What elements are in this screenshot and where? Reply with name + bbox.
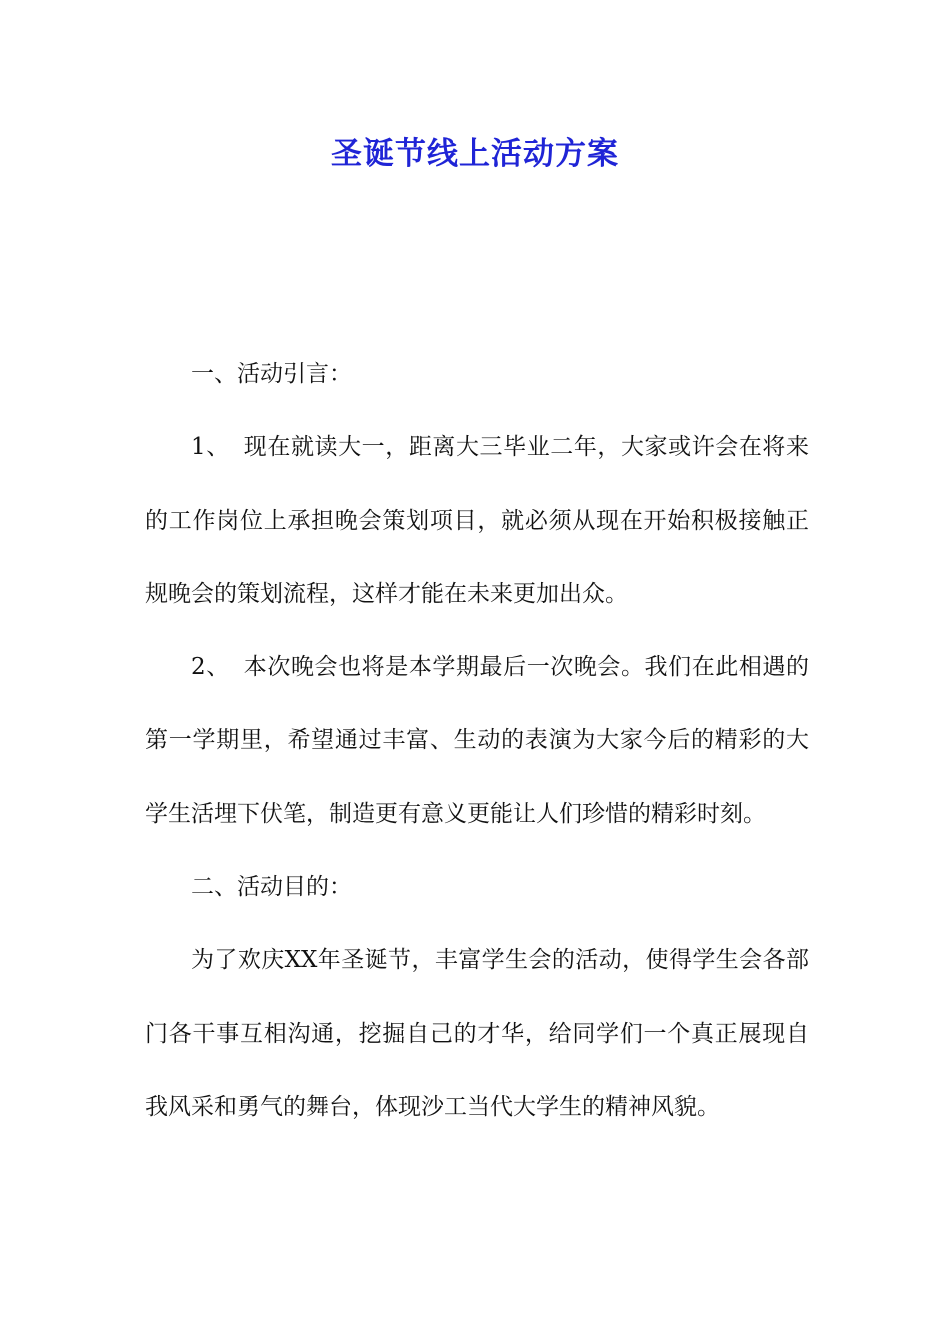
document-title: 圣诞节线上活动方案: [331, 136, 619, 172]
section-heading-purpose: 二、活动目的：: [191, 874, 352, 901]
list-item-text: 本次晚会也将是本学期最后一次晚会。我们在此相遇的第一学期里，希望通过丰富、生动的表演为大家今后的精彩的大学生活埋下伏笔，制造更有意义更能让人们珍惜的精彩时刻。: [145, 654, 810, 827]
list-item-number: 2、: [191, 654, 230, 681]
document-body: [145, 338, 809, 1144]
purpose-paragraph: 为了欢庆XX年圣诞节，丰富学生会的活动，使得学生会各部门各干事互相沟通，挖掘自己的才华，给同学们一个真正展现自我风采和勇气的舞台，体现沙工当代大学生的精神风貌。: [145, 947, 809, 1120]
list-item-text: 现在就读大一，距离大三毕业二年，大家或许会在将来的工作岗位上承担晚会策划项目，就必须从现在开始积极接触正规晚会的策划流程，这样才能在未来更加出众。: [145, 434, 810, 607]
list-item-number: 1、: [191, 434, 230, 461]
section-heading-intro: 一、活动引言：: [191, 361, 352, 387]
list-item: [145, 411, 809, 631]
list-item: [145, 631, 809, 851]
